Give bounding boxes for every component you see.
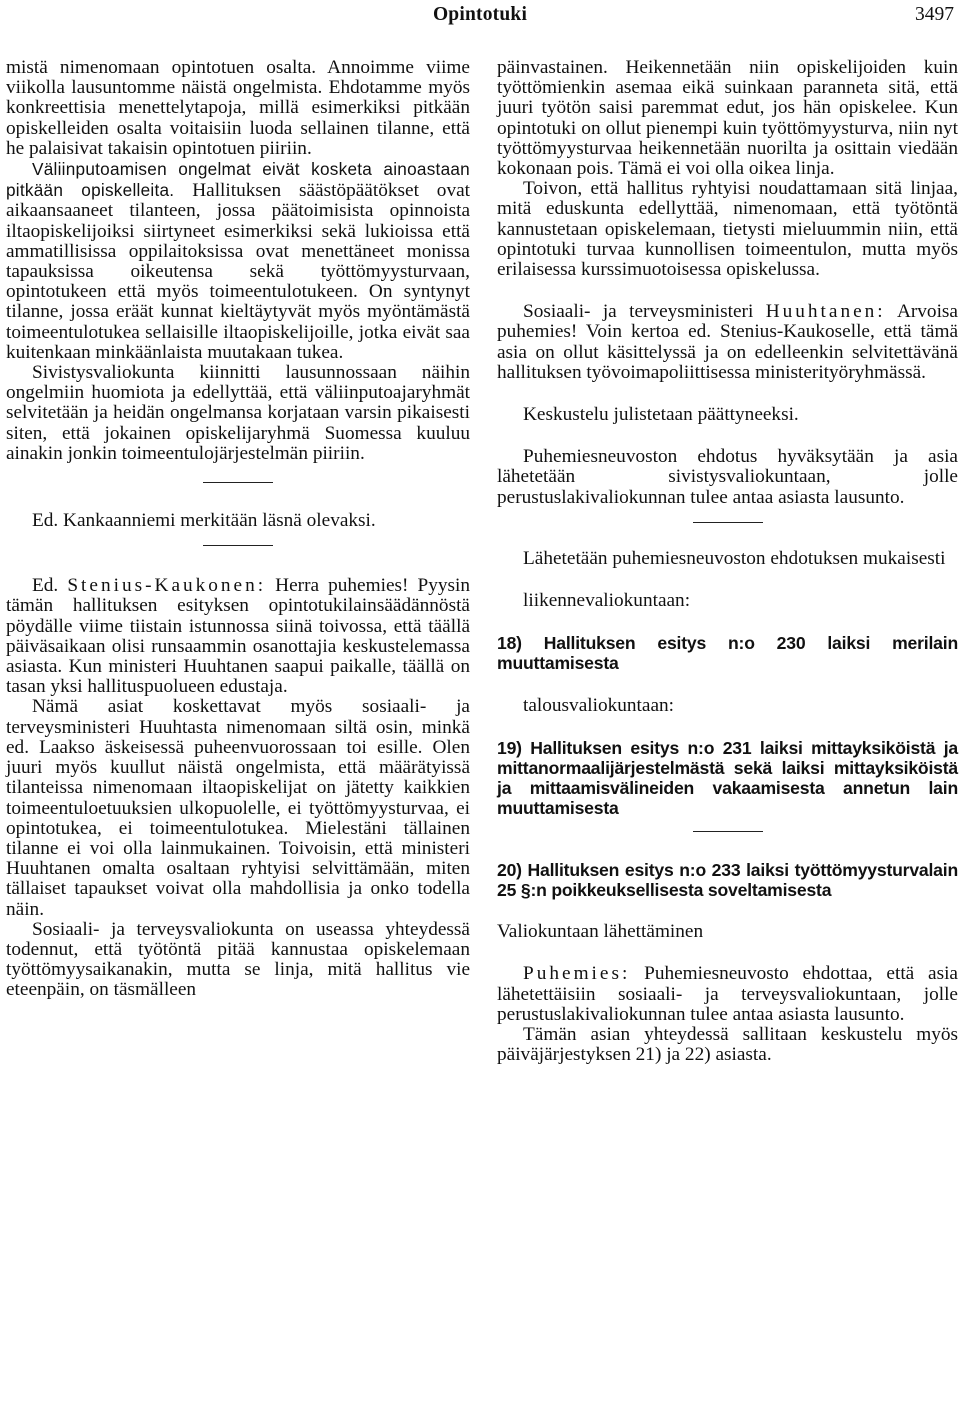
section-divider xyxy=(203,482,273,483)
referral-intro: Lähetetään puhemiesneuvoston ehdotuksen mukaisesti xyxy=(523,547,946,569)
spacer xyxy=(497,942,958,964)
text: Puhemiesneuvosto ehdottaa, että asia lähetettäisiin sosiaali- ja terveysvaliokuntaan, jolle perustuslakivaliokunnan tulee antaa asiasta lausunto. xyxy=(497,963,958,1025)
spacer xyxy=(497,383,958,405)
speech-paragraph xyxy=(497,302,958,383)
left-column xyxy=(6,58,470,1001)
section-heading: Valiokuntaan lähettäminen xyxy=(497,921,704,943)
page-number: 3497 xyxy=(915,4,954,25)
agenda-item-20: 20) Hallituksen esitys n:o 233 laiksi työttömyysturvalain 25 §:n poikkeuksellisesta soveltamisesta xyxy=(497,859,958,900)
attendance-note: Ed. Kankaanniemi merkitään läsnä olevaksi. xyxy=(32,510,376,532)
spacer xyxy=(497,569,958,591)
speaker-name: Stenius-Kaukonen: xyxy=(67,575,267,597)
speaker-name: Puhemies: xyxy=(523,963,631,985)
text: Herra puhemies! Pyysin tämän hallituksen esityksen opintotukilainsäädännöstä pöydälle viime tiistain istunnossa siinä toivossa, että täällä päiväsaikaan olisi runsaammin osanottajia keskustelemassa asiasta. Kun ministeri Huuhtanen saapui paikalle, täällä on tasan yksi hallituspuolueen edustaja. xyxy=(6,575,471,698)
spacer xyxy=(497,611,958,633)
paragraph xyxy=(6,159,470,363)
right-column xyxy=(497,58,958,1065)
running-title: Opintotuki xyxy=(432,4,528,25)
agenda-item-18: 18) Hallituksen esitys n:o 230 laiksi merilain muuttamisesta xyxy=(497,633,958,674)
spacer xyxy=(497,280,958,302)
text: Hallituksen säästöpäätökset ovat aikaansaaneet tilanteen, jossa päätoimisista opinnoista iltaopiskelijoiksi siirtyneet esimerkiksi sekä lukioissa että ammatillisissa oppilaitoksissa ovat menettäneet monissa tapauksissa oikeutensa sekä työttömyysturvaan, opintotukeen että myös toimeentulotukeen. On syntynyt tilanne, jossa eräät kunnat kieltäytyvät myös myöntämästä toimeentulotukea sellaisille iltaopiskelijoille, jotka eivät saa kuitenkaan minkäänlaista muutakaan tukea. xyxy=(6,180,470,363)
committee-name: liikennevaliokuntaan: xyxy=(523,590,691,612)
closing-note: Keskustelu julistetaan päättyneeksi. xyxy=(523,404,799,426)
paragraph: Tämän asian yhteydessä sallitaan keskustelu myös päiväjärjestyksen 21) ja 22) asiasta. xyxy=(497,1023,958,1066)
spacer xyxy=(497,716,958,738)
speech-paragraph xyxy=(6,576,470,697)
emphasized-text: Väliinputoamisen ongelmat eivät kosketa ainoastaan pitkään opiskelleita. xyxy=(6,159,470,201)
speech-paragraph xyxy=(497,964,958,1025)
paragraph: mistä nimenomaan opintotuen osalta. Annoimme viime viikolla lausuntomme näistä ongelmista. Ehdotamme myös konkreettisia menettelytapoja, millä esimerkiksi pitkään opiskelleiden osalta voitaisiin luoda sellainen tilanne, että he palaisivat takaisin opintotuen piiriin. xyxy=(6,57,470,159)
decision-paragraph: Puhemiesneuvoston ehdotus hyväksytään ja asia lähetetään sivistysvaliokuntaan, jolle perustuslakivaliokunnan tulee antaa asiasta lausunto. xyxy=(497,446,958,508)
speaker-name: Huuhtanen: xyxy=(765,301,886,323)
spacer xyxy=(497,674,958,696)
page-header xyxy=(0,4,960,34)
speech-paragraph: Nämä asiat koskettavat myös sosiaali- ja terveysministeri Huuhtasta nimenomaan siltä osin, minkä ed. Laakso äskeisessä puheenvuorossaan toi esille. Olen juuri myös kuullut näistä ongelmista, että määrätyissä tilanteissa nimenomaan iltaopiskelijat on jätetty kaikkien toimeentuloetuuksien ulkopuolelle, ei työttömyysturvaa, ei opintotukea, ei toimeentulotukea. Mielestäni tällainen tilanne ei voi olla lainmukainen. Toivoisin, että ministeri Huuhtanen omalta osaltaan ryhtyisi selvittämään, miten tällaiset tapaukset voivat olla mahdollisia ja onko todella näin. xyxy=(6,696,470,920)
committee-name: talousvaliokuntaan: xyxy=(523,694,675,716)
paragraph: Toivon, että hallitus ryhtyisi noudattamaan sitä linjaa, mitä eduskunta edellyttää, nimenomaan, että työtöntä kannustetaan opiskelemaan, tietysti mieluummin niin, että opintotuki turvaa kunnollisen toimeentulon, mutta myös erilaisessa kurssimuotoisessa opiskelussa. xyxy=(497,178,958,281)
text: Arvoisa puhemies! Voin kertoa ed. Stenius-Kaukoselle, että tämä asia on ollut käsittelyssä ja on edelleenkin selvitettävänä hallituksen työvoimapoliittisessa ministerityöryhmässä. xyxy=(497,301,958,383)
spacer xyxy=(497,900,958,922)
text: Sosiaali- ja terveysministeri xyxy=(523,301,766,323)
section-divider xyxy=(203,545,273,546)
paragraph: Sivistysvaliokunta kiinnitti lausunnossaan näihin ongelmiin huomiota ja edellyttää, että väliinputoajaryhmät selvitetään ja heidän ongelmansa korjataan varsin pikaisesti siten, että jokainen opiskelijaryhmä Suomessa kuuluu ainakin jonkin toimeentulojärjestelmän piiriin. xyxy=(6,362,470,464)
section-divider xyxy=(693,831,763,832)
paragraph: päinvastainen. Heikennetään niin opiskelijoiden kuin työttömienkin asemaa eikä suinkaan paranneta sitä, että juuri työtön saisi paremmat edut, jos hän opiskelee. Kun opintotuki on ollut pienempi kuin työttömyysturva, niin nyt työttömyysturvaa heikennetään nuorilta ja osittain viedään kokonaan pois. Tämä ei voi olla oikea linja. xyxy=(497,57,958,180)
spacer xyxy=(497,425,958,447)
section-divider xyxy=(693,522,763,523)
agenda-item-19: 19) Hallituksen esitys n:o 231 laiksi mittayksiköistä ja mittanormaalijärjestelmästä sekä laiksi mittayksiköistä ja mittaamisvälineiden vakaamisesta annetun lain muuttamisesta xyxy=(497,737,958,819)
text: Ed. xyxy=(32,575,68,597)
speech-paragraph: Sosiaali- ja terveysvaliokunta on useassa yhteydessä todennut, että työtöntä pitää kannustaa opiskelemaan työttömyysaikanakin, mutta se linja, mitä hallitus vie eteenpäin, on täsmälleen xyxy=(6,918,470,1001)
